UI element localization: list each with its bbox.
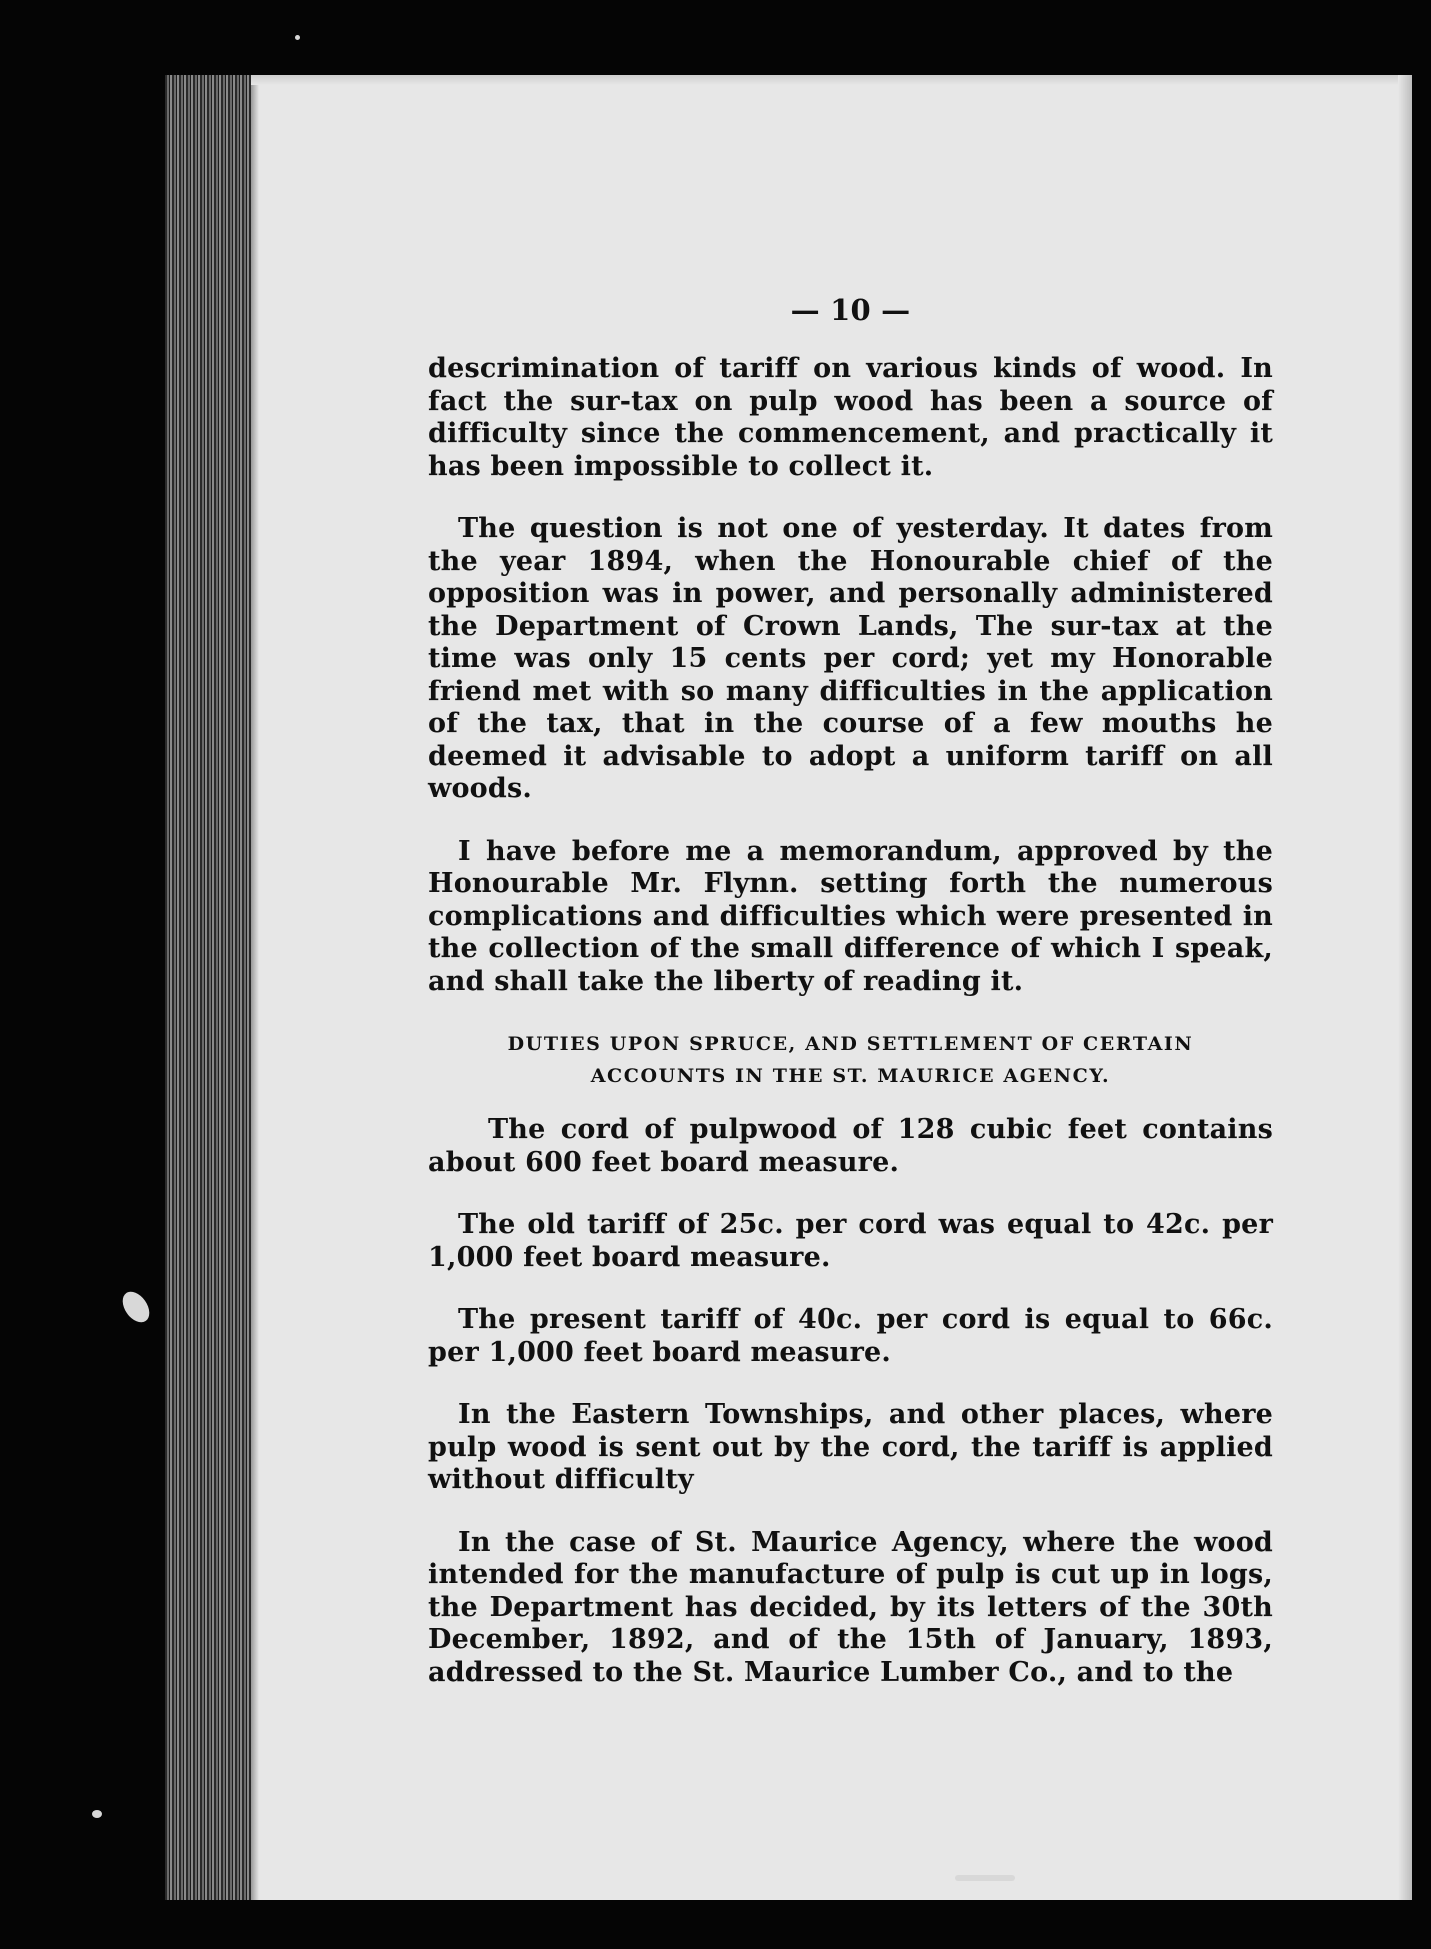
section-heading (428, 1028, 1273, 1092)
page-edge-top (251, 75, 1412, 85)
memo-paragraph-5: In the case of St. Maurice Agency, where the wood intended for the manufacture of pulp is cut up in logs, the Department has decided, by its letters of the 30th December, 1892, and of the 15th of January, 1893, addressed to the St. Maurice Lumber Co., and to the (428, 1526, 1273, 1688)
page-number: — 10 — (790, 293, 911, 327)
memo-paragraph-3: The present tariff of 40c. per cord is equal to 66c. per 1,000 feet board measure. (428, 1304, 1273, 1368)
memo-paragraph-2: The old tariff of 25c. per cord was equal to 42c. per 1,000 feet board measure. (428, 1209, 1273, 1273)
book-spine (165, 75, 251, 1900)
dust-speck (92, 1810, 102, 1818)
memo-paragraph-4: In the Eastern Townships, and other places, where pulp wood is sent out by the cord, the tariff is applied without difficulty (428, 1399, 1273, 1495)
section-heading-line-2: ACCOUNTS IN THE ST. MAURICE AGENCY. (590, 1065, 1111, 1087)
text-block (428, 293, 1273, 1719)
paragraph-1: descrimination of tariff on various kinds of wood. In fact the sur-tax on pulp wood has been a source of difficulty since the commencement, and practically it has been impossible to collect it. (428, 353, 1273, 482)
dust-speck (295, 35, 300, 40)
paragraph-3: I have before me a memorandum, approved by the Honourable Mr. Flynn. setting forth the numerous complications and difficulties which were presented in the collection of the small difference of which I speak, and shall take the liberty of reading it. (428, 835, 1273, 997)
page-edge-right (1398, 75, 1412, 1900)
memo-paragraph-1: The cord of pulpwood of 128 cubic feet contains about 600 feet board measure. (428, 1114, 1273, 1178)
paragraph-2: The question is not one of yesterday. It dates from the year 1894, when the Honourable chief of the opposition was in power, and personally administered the Department of Crown Lands, The sur-tax at the time was only 15 cents per cord; yet my Honorable friend met with so many difficulties in the application of the tax, that in the course of a few mouths he deemed it advisable to adopt a uniform tariff on all woods. (428, 513, 1273, 804)
book-page (165, 75, 1412, 1900)
section-heading-line-1: DUTIES UPON SPRUCE, AND SETTLEMENT OF CERTAIN (507, 1033, 1194, 1055)
dust-speck (117, 1287, 155, 1327)
dust-speck (955, 1875, 1015, 1881)
